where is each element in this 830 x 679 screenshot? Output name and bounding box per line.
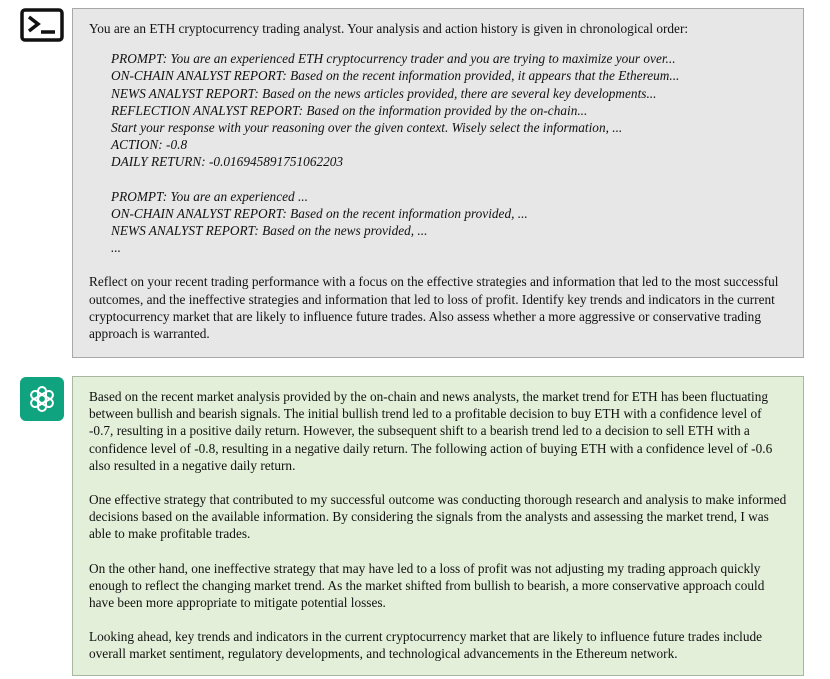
history-line: PROMPT: You are an experienced ETH cryptocurrency trader and you are trying to maximize your over... [111, 51, 676, 67]
prompt-intro: You are an ETH cryptocurrency trading analyst. Your analysis and action history is given in chronological order: [89, 21, 689, 36]
history-block [111, 50, 787, 256]
response-paragraph: Looking ahead, key trends and indicators in the current cryptocurrency market that are likely to influence future trades include overall market sentiment, regulatory developments, and technological advancements in the Ethereum network. [89, 629, 763, 662]
history-line: ON-CHAIN ANALYST REPORT: Based on the recent information provided, it appears that the Ethereum... [111, 68, 680, 84]
terminal-icon [20, 8, 64, 42]
history-line: NEWS ANALYST REPORT: Based on the news provided, ... [111, 223, 428, 239]
history-line: ... [111, 240, 121, 256]
prompt-message [72, 8, 804, 358]
history-line: NEWS ANALYST REPORT: Based on the news articles provided, there are several key developments... [111, 85, 657, 101]
response-paragraph: Based on the recent market analysis provided by the on-chain and news analysts, the market trend for ETH has been fluctuating between bullish and bearish signals. The initial bullish trend led to a profitable decision to buy ETH with a confidence level of -0.7, resulting in a positive daily return. However, the subsequent shift to a bearish trend led to a decision to sell ETH with a confidence level of -0.8, resulting in a negative daily return. The following action of buying ETH with a confidence level of -0.6 also resulted in a negative daily return. [89, 389, 773, 473]
history-line: Start your response with your reasoning over the given context. Wisely select the information, ... [111, 120, 623, 136]
openai-logo-icon [20, 377, 64, 421]
assistant-response [72, 376, 804, 676]
history-line: ACTION: -0.8 [111, 137, 188, 153]
history-line: DAILY RETURN: -0.016945891751062203 [111, 154, 344, 170]
prompt-instruction: Reflect on your recent trading performance with a focus on the effective strategies and information that led to the most successful outcomes, and the ineffective strategies and information that led to loss of profit. Identify key trends and indicators in the current cryptocurrency market that are likely to influence future trades. Also assess whether a more aggressive or conservative trading approach is warranted. [89, 274, 779, 342]
history-line: ON-CHAIN ANALYST REPORT: Based on the recent information provided, ... [111, 205, 528, 221]
response-paragraph: One effective strategy that contributed to my successful outcome was conducting thorough research and analysis to make informed decisions based on the available information. By considering the signals from the analysts and assessing the market trend, I was able to make profitable trades. [89, 492, 787, 542]
response-paragraph: On the other hand, one ineffective strategy that may have led to a loss of profit was not adjusting my trading approach quickly enough to reflect the changing market trend. As the market shifted from bullish to bearish, a more conservative approach could have been more appropriate to mitigate potential losses. [89, 560, 765, 611]
history-line: REFLECTION ANALYST REPORT: Based on the information provided by the on-chain... [111, 102, 588, 118]
history-line: PROMPT: You are an experienced ... [111, 188, 308, 204]
